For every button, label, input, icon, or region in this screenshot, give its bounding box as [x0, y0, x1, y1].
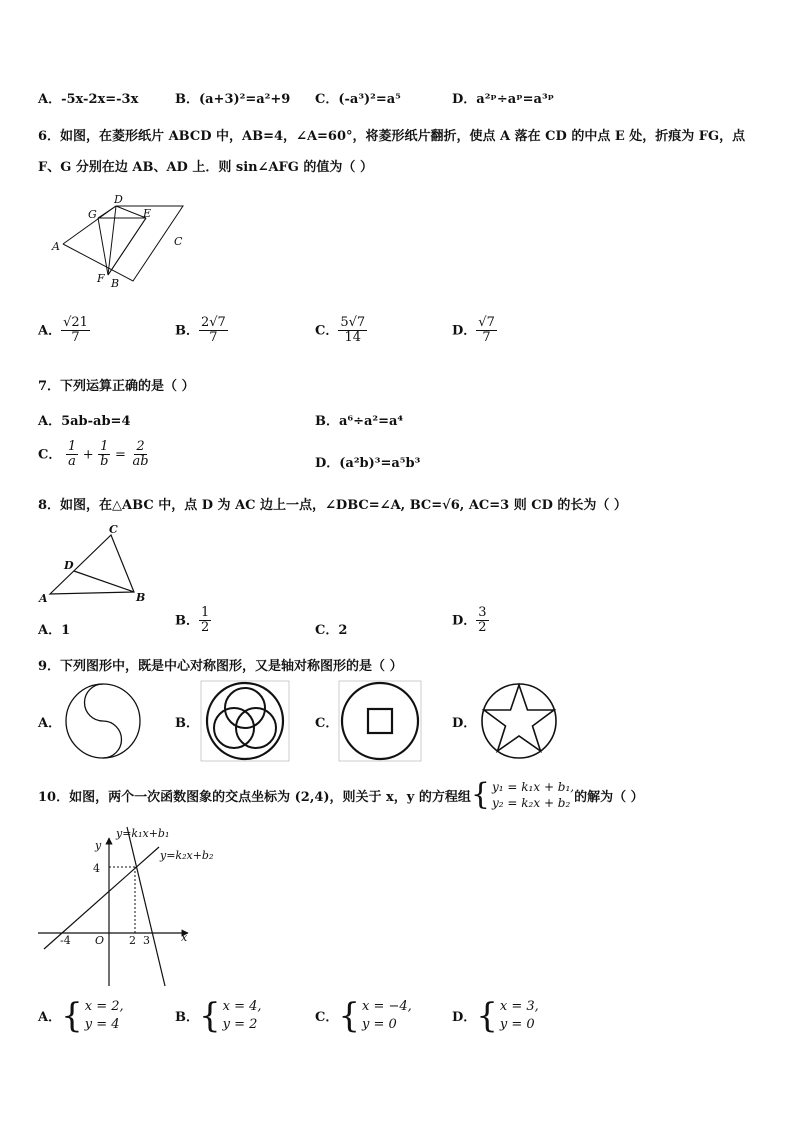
q6-stem-line1: 6．如图，在菱形纸片 ABCD 中，AB=4，∠A=60°，将菱形纸片翻折，使点 A 落在 CD 的中点 E 处，折痕为 FG，点 [38, 129, 746, 144]
coin-square-figure [338, 680, 422, 762]
q6-stem-line2: F、G 分别在边 AB、AD 上．则 sin∠AFG 的值为（ ） [38, 160, 373, 175]
equation-2: y = 0 [362, 1016, 397, 1032]
equation-1: x = 3, [499, 999, 539, 1014]
label-G: G [88, 208, 97, 221]
q5-option-b: B．(a+3)²=a²+9 [175, 92, 291, 107]
q5-option-d: D．a²ᵖ÷aᵖ=a³ᵖ [452, 92, 555, 107]
q10-stem-pre: 10．如图，两个一次函数图象的交点坐标为 (2,4)，则关于 x，y 的方程组 [38, 789, 471, 805]
frac-num: 1 [201, 605, 210, 620]
frac-num: 5√7 [340, 315, 366, 330]
q10-option-c: C． { x = −4, y = 0 [315, 995, 412, 1036]
q6-rhombus-figure [45, 188, 195, 293]
q9-option-c-label: C． [315, 716, 339, 731]
frac-den: ab [132, 454, 149, 470]
label-F: F [97, 272, 105, 285]
option-letter: B． [175, 613, 199, 629]
q7-stem: 7．下列运算正确的是（ ） [38, 379, 195, 394]
equation-2: y = 0 [499, 1016, 535, 1032]
frac-num: 2√7 [201, 315, 226, 330]
q9-option-d-label: D． [452, 716, 477, 731]
tick-label-2: 2 [129, 934, 136, 947]
frac-den: 7 [209, 330, 218, 346]
label-D: D [64, 559, 74, 572]
q8-triangle-figure [36, 522, 156, 607]
option-letter: D． [452, 1010, 477, 1026]
q9-option-b-label: B． [175, 716, 199, 731]
frac-num: √21 [63, 315, 88, 330]
equation-2: y = 2 [222, 1016, 258, 1032]
q10-option-a: A． { x = 2, y = 4 [38, 995, 124, 1036]
frac-den: 7 [71, 330, 80, 346]
tick-label-y4: 4 [93, 862, 100, 875]
frac-den: a [68, 454, 76, 470]
label-line2: y=k₂x+b₂ [160, 849, 214, 862]
q5-option-a: A．-5x-2x=-3x [38, 92, 139, 107]
plus-sign: + [82, 447, 94, 463]
equation-1: x = 4, [222, 999, 262, 1014]
option-letter: A． [38, 1010, 62, 1026]
frac-den: 2 [201, 620, 210, 636]
label-A: A [52, 240, 60, 253]
q10-option-d: D． { x = 3, y = 0 [452, 995, 539, 1036]
option-letter: B． [175, 323, 199, 339]
frac-den: b [100, 454, 109, 470]
fold-line-gf [98, 218, 108, 275]
origin-label: O [95, 934, 105, 947]
label-E: E [143, 207, 152, 220]
label-B: B [136, 591, 146, 604]
tick-label-neg4: -4 [60, 934, 71, 947]
equals-sign: = [115, 447, 126, 463]
label-C: C [109, 523, 118, 536]
q9-stem: 9．下列图形中，既是中心对称图形，又是轴对称图形的是（ ） [38, 659, 403, 674]
label-C: C [174, 235, 183, 248]
segment-db [74, 571, 134, 592]
q7-option-c [38, 440, 151, 470]
equation-1: x = 2, [84, 999, 124, 1014]
rhombus-outline [63, 206, 183, 281]
brace: { [470, 777, 490, 813]
option-letter: A． [38, 323, 62, 339]
option-letter: B． [175, 1010, 199, 1026]
q6-option-c [315, 316, 367, 346]
q7-option-a: A．5ab-ab=4 [38, 414, 131, 429]
option-letter: D． [452, 613, 477, 629]
q8-option-a: A．1 [38, 623, 71, 638]
frac-den: 2 [478, 620, 487, 636]
frac-num: 1 [67, 439, 77, 454]
q9-option-a-label: A． [38, 716, 62, 731]
option-letter: C． [315, 1010, 339, 1026]
q8-option-c: C．2 [315, 623, 348, 638]
q8-stem: 8．如图，在△ABC 中，点 D 为 AC 边上一点，∠DBC=∠A, BC=√6, AC=3 则 CD 的长为（ ） [38, 498, 627, 513]
q10-stem-post: 的解为（ ） [574, 789, 644, 805]
label-B: B [111, 277, 120, 290]
q10-option-b: B． { x = 4, y = 2 [175, 995, 262, 1036]
tick-label-3: 3 [143, 934, 150, 947]
q8-option-b [175, 606, 211, 636]
option-letter: C． [315, 323, 339, 339]
yinyang-figure [62, 680, 144, 762]
label-line1: y=k₁x+b₁ [116, 827, 170, 840]
q10-graph [36, 822, 214, 990]
q8-option-d [452, 606, 489, 636]
option-letter: D． [452, 323, 477, 339]
frac-num: 3 [478, 605, 487, 620]
q6-option-d [452, 316, 497, 346]
label-A: A [39, 592, 48, 605]
equation-2: y = 4 [84, 1016, 120, 1032]
option-letter: C． [38, 447, 62, 463]
equation-1: x = −4, [362, 999, 412, 1014]
q6-option-a [38, 316, 90, 346]
frac-num: 1 [100, 439, 109, 454]
y-axis-label: y [95, 839, 102, 852]
equation-1: y₁ = k₁x + b₁, [492, 780, 575, 794]
q10-stem [38, 779, 644, 811]
triangle-abc [50, 535, 134, 594]
q7-option-d: D．(a²b)³=a⁵b³ [315, 456, 421, 471]
frac-num: 2 [136, 439, 145, 454]
star-circle-figure [478, 680, 560, 762]
q5-option-c: C．(-a³)²=a⁵ [315, 92, 401, 107]
frac-den: 7 [482, 330, 491, 346]
frac-den: 14 [344, 330, 362, 346]
q7-option-b: B．a⁶÷a²=a⁴ [315, 414, 404, 429]
equation-2: y₂ = k₂x + b₂ [492, 796, 571, 811]
three-circle-figure [200, 680, 290, 762]
q6-option-b [175, 316, 228, 346]
q10-equation-system [471, 779, 574, 811]
frac-num: √7 [478, 315, 495, 330]
x-axis-label: x [181, 931, 188, 944]
label-D: D [114, 193, 123, 206]
